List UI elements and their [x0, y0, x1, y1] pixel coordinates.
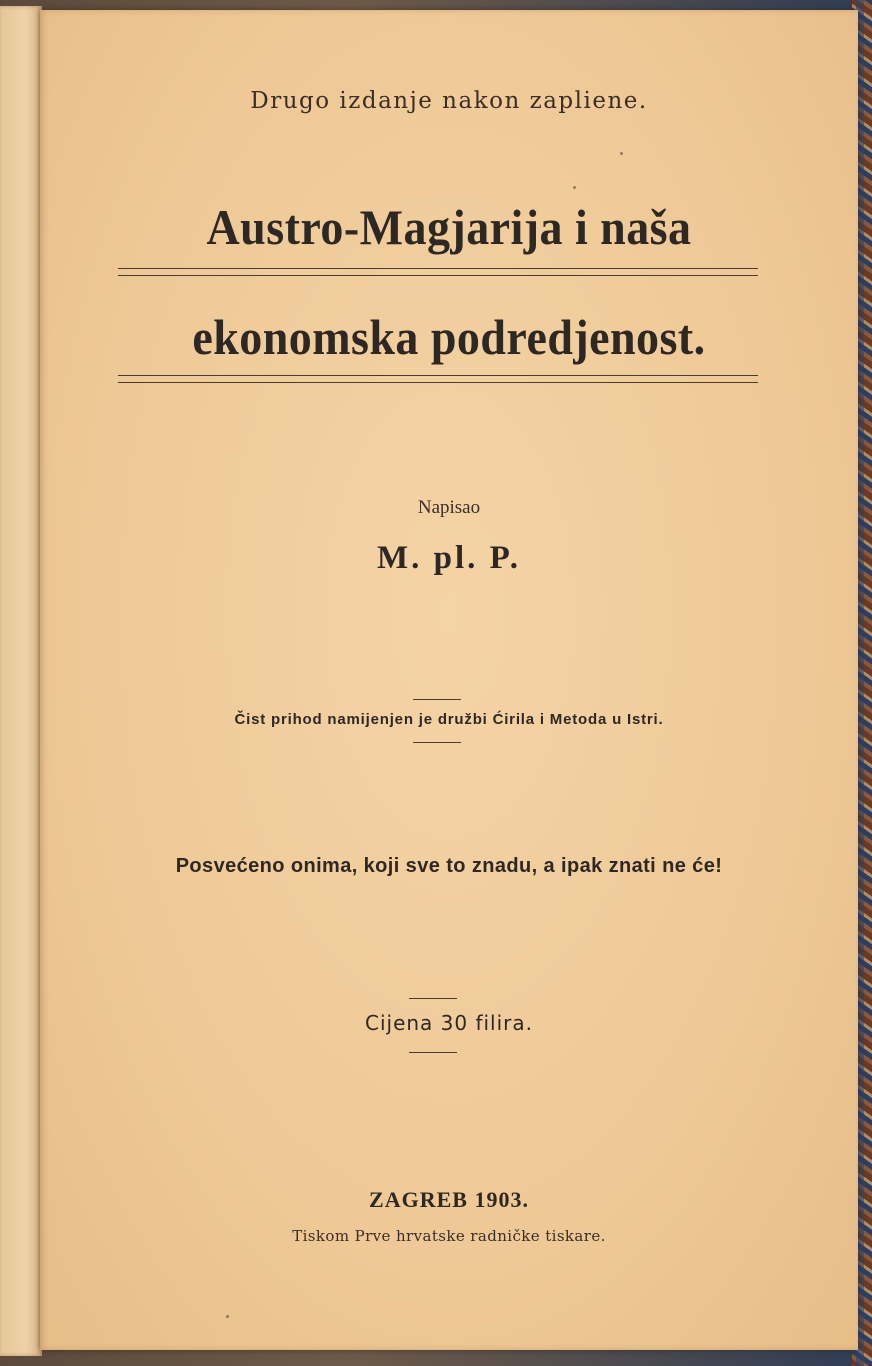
edition-note: Drugo izdanje nakon zapliene.	[250, 88, 648, 114]
proceeds-note: Čist prihod namijenjen je družbi Ćirila i Metoda u Istri.	[234, 711, 664, 728]
paper-speck	[620, 152, 623, 155]
ornament-dash-top	[413, 699, 461, 700]
title-double-rule-2	[118, 375, 758, 383]
dedication: Posvećeno onima, koji sve to znadu, a ipak znati ne će!	[175, 855, 723, 877]
paper-speck	[573, 186, 576, 189]
price-dash-bottom	[409, 1052, 457, 1053]
previous-leaf-edge	[0, 6, 42, 1356]
title-line-2: ekonomska podredjenost.	[192, 309, 706, 365]
byline-label: Napisao	[417, 497, 481, 518]
author-name: M. pl. P.	[376, 540, 522, 576]
paper-speck	[226, 1315, 229, 1318]
printer-imprint: Tiskom Prve hrvatske radničke tiskare.	[292, 1227, 606, 1245]
price-dash-top	[409, 998, 457, 999]
title-page	[40, 10, 858, 1350]
ornament-dash-bottom	[413, 742, 461, 743]
title-line-1: Austro-Magjarija i naša	[206, 199, 692, 255]
title-double-rule-1	[118, 268, 758, 276]
price: Cijena 30 filira.	[364, 1011, 534, 1035]
place-and-year: ZAGREB 1903.	[369, 1187, 529, 1212]
